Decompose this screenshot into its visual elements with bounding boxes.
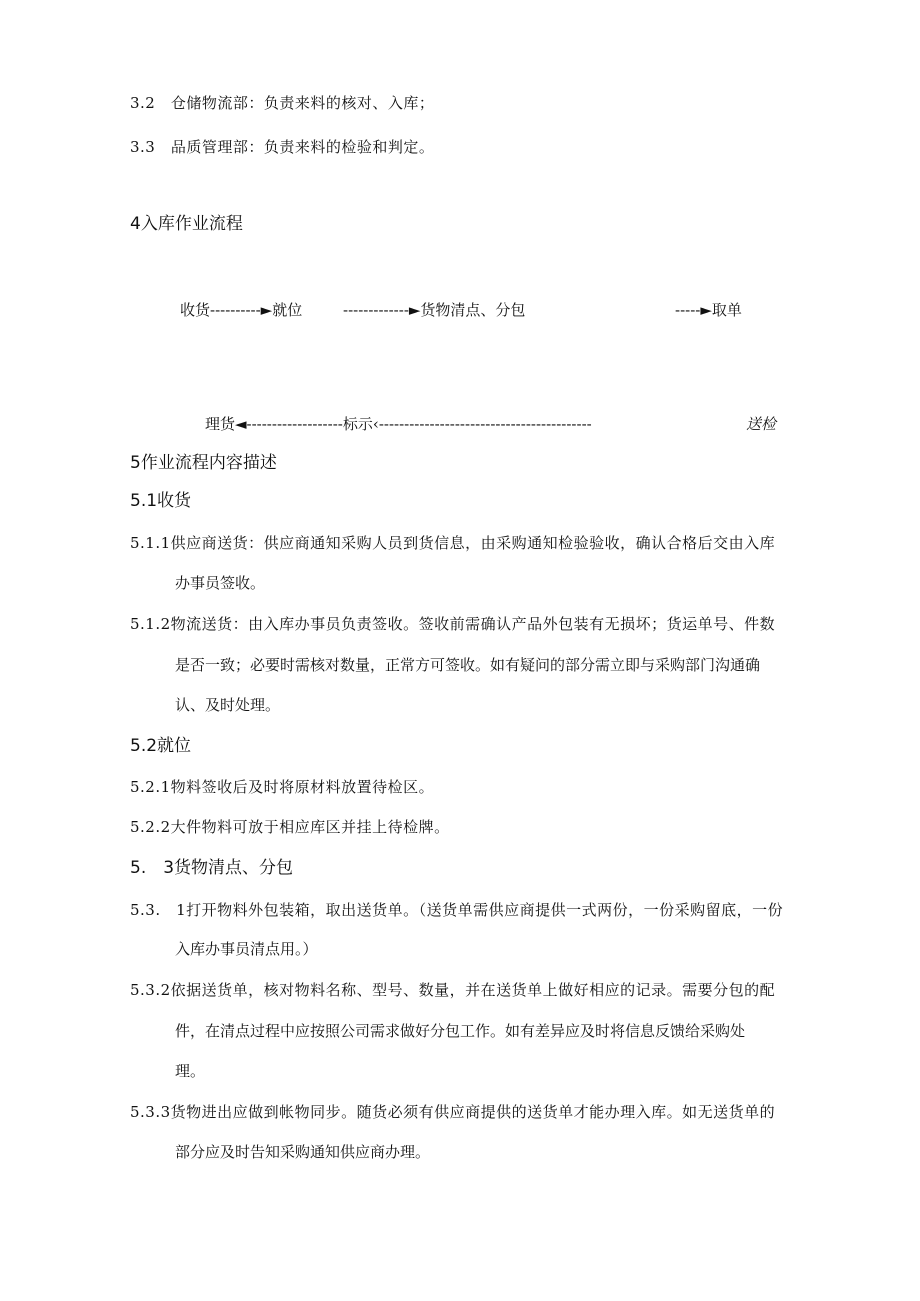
paragraph-5-2-1: 5.2.1物料签收后及时将原材料放置待检区。 — [130, 778, 435, 796]
section-5-title: 5作业流程内容描述 — [130, 453, 277, 473]
section-5-3-title: 5. 3货物清点、分包 — [130, 858, 294, 878]
section-5-1-title: 5.1收货 — [130, 491, 192, 511]
flow-step-sort-label: 理货◄-------------------标示‹------------------------------------------ — [205, 415, 592, 433]
paragraph-5-3-2-line1: 5.3.2依据送货单，核对物料名称、型号、数量，并在送货单上做好相应的记录。需要分包的配 — [130, 981, 776, 999]
flow-step-receive-to-position: 收货----------►就位 — [180, 301, 303, 319]
paragraph-5-3-2-line2: 件，在清点过程中应按照公司需求做好分包工作。如有差异应及时将信息反馈给采购处 — [175, 1022, 746, 1040]
paragraph-5-1-1-line2: 办事员签收。 — [175, 574, 266, 592]
section-4-title: 4入库作业流程 — [130, 214, 243, 234]
paragraph-5-3-2-line3: 理。 — [175, 1062, 206, 1080]
responsibility-3-3: 3.3 品质管理部：负责来料的检验和判定。 — [130, 138, 435, 156]
responsibility-3-2: 3.2 仓储物流部：负责来料的核对、入库； — [130, 94, 435, 112]
section-5-2-title: 5.2就位 — [130, 736, 192, 756]
paragraph-5-1-2-line1: 5.1.2物流送货：由入库办事员负责签收。签收前需确认产品外包装有无损坏；货运单号、件数 — [130, 615, 776, 633]
paragraph-5-3-1-line2: 入库办事员清点用。） — [175, 940, 318, 958]
paragraph-5-3-1-line1: 5.3. 1打开物料外包装箱，取出送货单。（送货单需供应商提供一式两份，一份采购留底，一份 — [130, 901, 784, 919]
paragraph-5-2-2: 5.2.2大件物料可放于相应库区并挂上待检牌。 — [130, 818, 450, 836]
paragraph-5-3-3-line1: 5.3.3货物进出应做到帐物同步。随货必须有供应商提供的送货单才能办理入库。如无送货单的 — [130, 1103, 776, 1121]
paragraph-5-1-1-line1: 5.1.1供应商送货：供应商通知采购人员到货信息，由采购通知检验验收，确认合格后交由入库 — [130, 534, 776, 552]
flow-step-count-pack: -------------►货物清点、分包 — [343, 301, 526, 319]
paragraph-5-3-3-line2: 部分应及时告知采购通知供应商办理。 — [175, 1143, 431, 1161]
flow-step-inspect: 送检 — [746, 415, 777, 433]
paragraph-5-1-2-line2: 是否一致；必要时需核对数量，正常方可签收。如有疑问的部分需立即与采购部门沟通确 — [175, 656, 761, 674]
paragraph-5-1-2-line3: 认、及时处理。 — [175, 696, 281, 714]
flow-step-take-order: -----►取单 — [675, 301, 742, 319]
